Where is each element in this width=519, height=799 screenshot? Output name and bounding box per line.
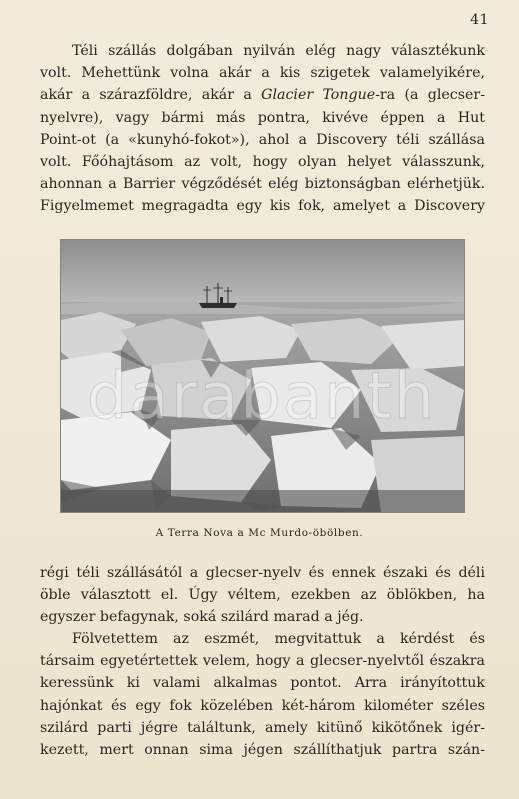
text-line: hajónkat és egy fok közelében két-három kilométer széles [40, 697, 485, 714]
paragraph-bottom [40, 628, 485, 761]
text-line: akár a szárazföldre, akár a Glacier Tongue-ra (a glecser- [40, 87, 485, 104]
figure-caption: A Terra Nova a Mc Murdo-öbölben. [155, 527, 364, 539]
text-line: régi téli szállásától a glecser-nyelv és ennek északi és déli [40, 565, 485, 581]
paragraph-top [40, 40, 485, 218]
text-line: egyszer befagynak, soká szilárd marad a jég. [40, 609, 364, 626]
paragraph-middle [40, 562, 485, 629]
text-line: kezett, mert onnan sima jégen szállíthatjuk partra szán- [40, 742, 485, 759]
text-line: keressünk ki valami alkalmas pontot. Arra irányítottuk [40, 675, 485, 692]
text-line: ahonnan a Barrier végződését elég biztonságban elérhetjük. [40, 176, 485, 193]
text-line: társaim egyetértettek velem, hogy a glecser-nyelvtől északra [40, 653, 485, 670]
text-line: öble választott el. Úgy véltem, ezekben az öblökben, ha [40, 587, 485, 604]
text-line: Téli szállás dolgában nyilván elég nagy választékunk [72, 43, 485, 59]
text-line: nyelvre), vagy bármi más pontra, kivéve éppen a Hut [40, 109, 485, 126]
text-line: Point-ot (a «kunyhó-fokot»), ahol a Discovery téli szállása [40, 131, 485, 148]
text-line: Fölvetettem az eszmét, megvitattuk a kérdést és [72, 631, 485, 647]
text-line: Figyelmemet megragadta egy kis fok, amelyet a Discovery [40, 198, 485, 215]
page-number: 41 [470, 12, 489, 28]
text-line: volt. Mehettünk volna akár a kis szigetek valamelyikére, [40, 65, 485, 82]
watermark: darabanth [86, 360, 437, 434]
text-line: szilárd parti jégre találtunk, amely kitünő kikötőnek igér- [40, 719, 485, 736]
text-line: volt. Főóhajtásom az volt, hogy olyan helyet válasszunk, [40, 154, 485, 171]
